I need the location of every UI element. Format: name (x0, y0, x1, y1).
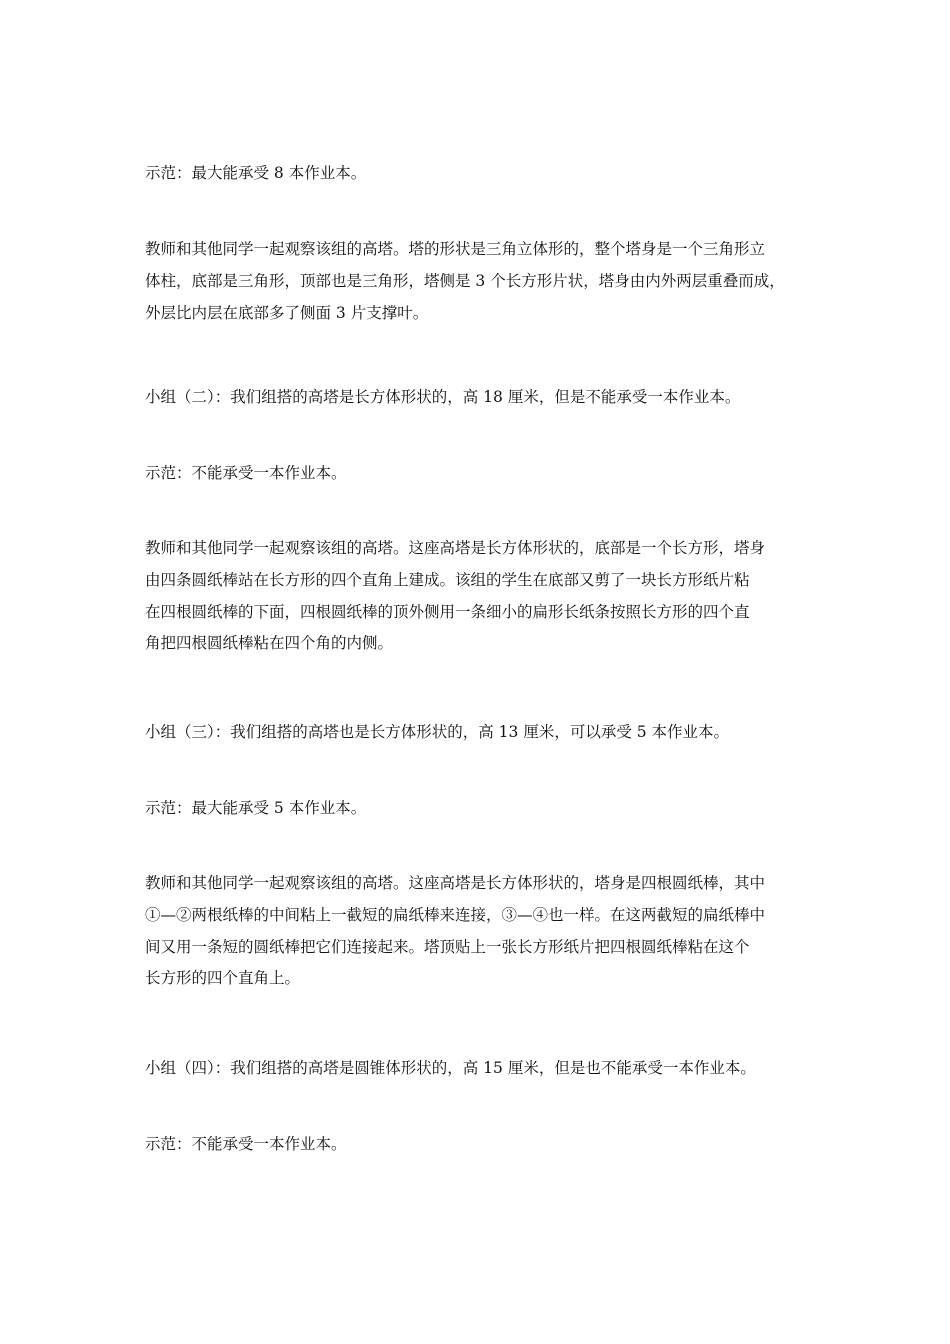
text-line: 小组（二）：我们组搭的高塔是长方体形状的，高 18 厘米，但是不能承受一本作业本。 (145, 388, 741, 406)
text-line: 外层比内层在底部多了侧面 3 片支撑叶。 (145, 303, 429, 322)
text-line: 体柱，底部是三角形，顶部也是三角形，塔侧是 3 个长方形片状，塔身由内外两层重叠而成， (145, 271, 785, 290)
text-line: 示范：不能承受一本作业本。 (145, 1135, 347, 1153)
text-line: 示范：最大能承受 8 本作业本。 (145, 164, 367, 182)
text-line: 示范：最大能承受 5 本作业本。 (145, 799, 367, 817)
paragraph-demo-1 (145, 158, 810, 190)
paragraph-observation-1 (145, 234, 810, 329)
paragraph-group-2 (145, 382, 810, 414)
text-line: 示范：不能承受一本作业本。 (145, 464, 347, 482)
paragraph-demo-2 (145, 458, 810, 490)
text-line: 小组（四）：我们组搭的高塔是圆锥体形状的，高 15 厘米，但是也不能承受一本作业本。 (145, 1059, 756, 1077)
text-line: 教师和其他同学一起观察该组的高塔。这座高塔是长方体形状的，塔身是四根圆纸棒，其中 (145, 874, 766, 892)
paragraph-demo-4 (145, 1129, 810, 1161)
paragraph-demo-3 (145, 793, 810, 825)
text-line: 长方形的四个直角上。 (145, 969, 301, 988)
text-line: 小组（三）：我们组搭的高塔也是长方体形状的，高 13 厘米，可以承受 5 本作业本。 (145, 723, 730, 741)
paragraph-observation-2 (145, 533, 810, 660)
text-line: 间又用一条短的圆纸棒把它们连接起来。塔顶贴上一张长方形纸片把四根圆纸棒粘在这个 (145, 937, 750, 956)
text-line: ①—②两根纸棒的中间粘上一截短的扁纸棒来连接，③—④也一样。在这两截短的扁纸棒中 (145, 905, 766, 924)
text-line: 教师和其他同学一起观察该组的高塔。塔的形状是三角立体形的，整个塔身是一个三角形立 (145, 240, 766, 258)
text-line: 在四根圆纸棒的下面，四根圆纸棒的顶外侧用一条细小的扁形长纸条按照长方形的四个直 (145, 602, 750, 621)
text-line: 由四条圆纸棒站在长方形的四个直角上建成。该组的学生在底部又剪了一块长方形纸片粘 (145, 570, 750, 589)
text-line: 教师和其他同学一起观察该组的高塔。这座高塔是长方体形状的，底部是一个长方形，塔身 (145, 539, 766, 557)
paragraph-observation-3 (145, 868, 810, 995)
text-line: 角把四根圆纸棒粘在四个角的内侧。 (145, 634, 394, 653)
paragraph-group-3 (145, 717, 810, 749)
paragraph-group-4 (145, 1053, 810, 1085)
